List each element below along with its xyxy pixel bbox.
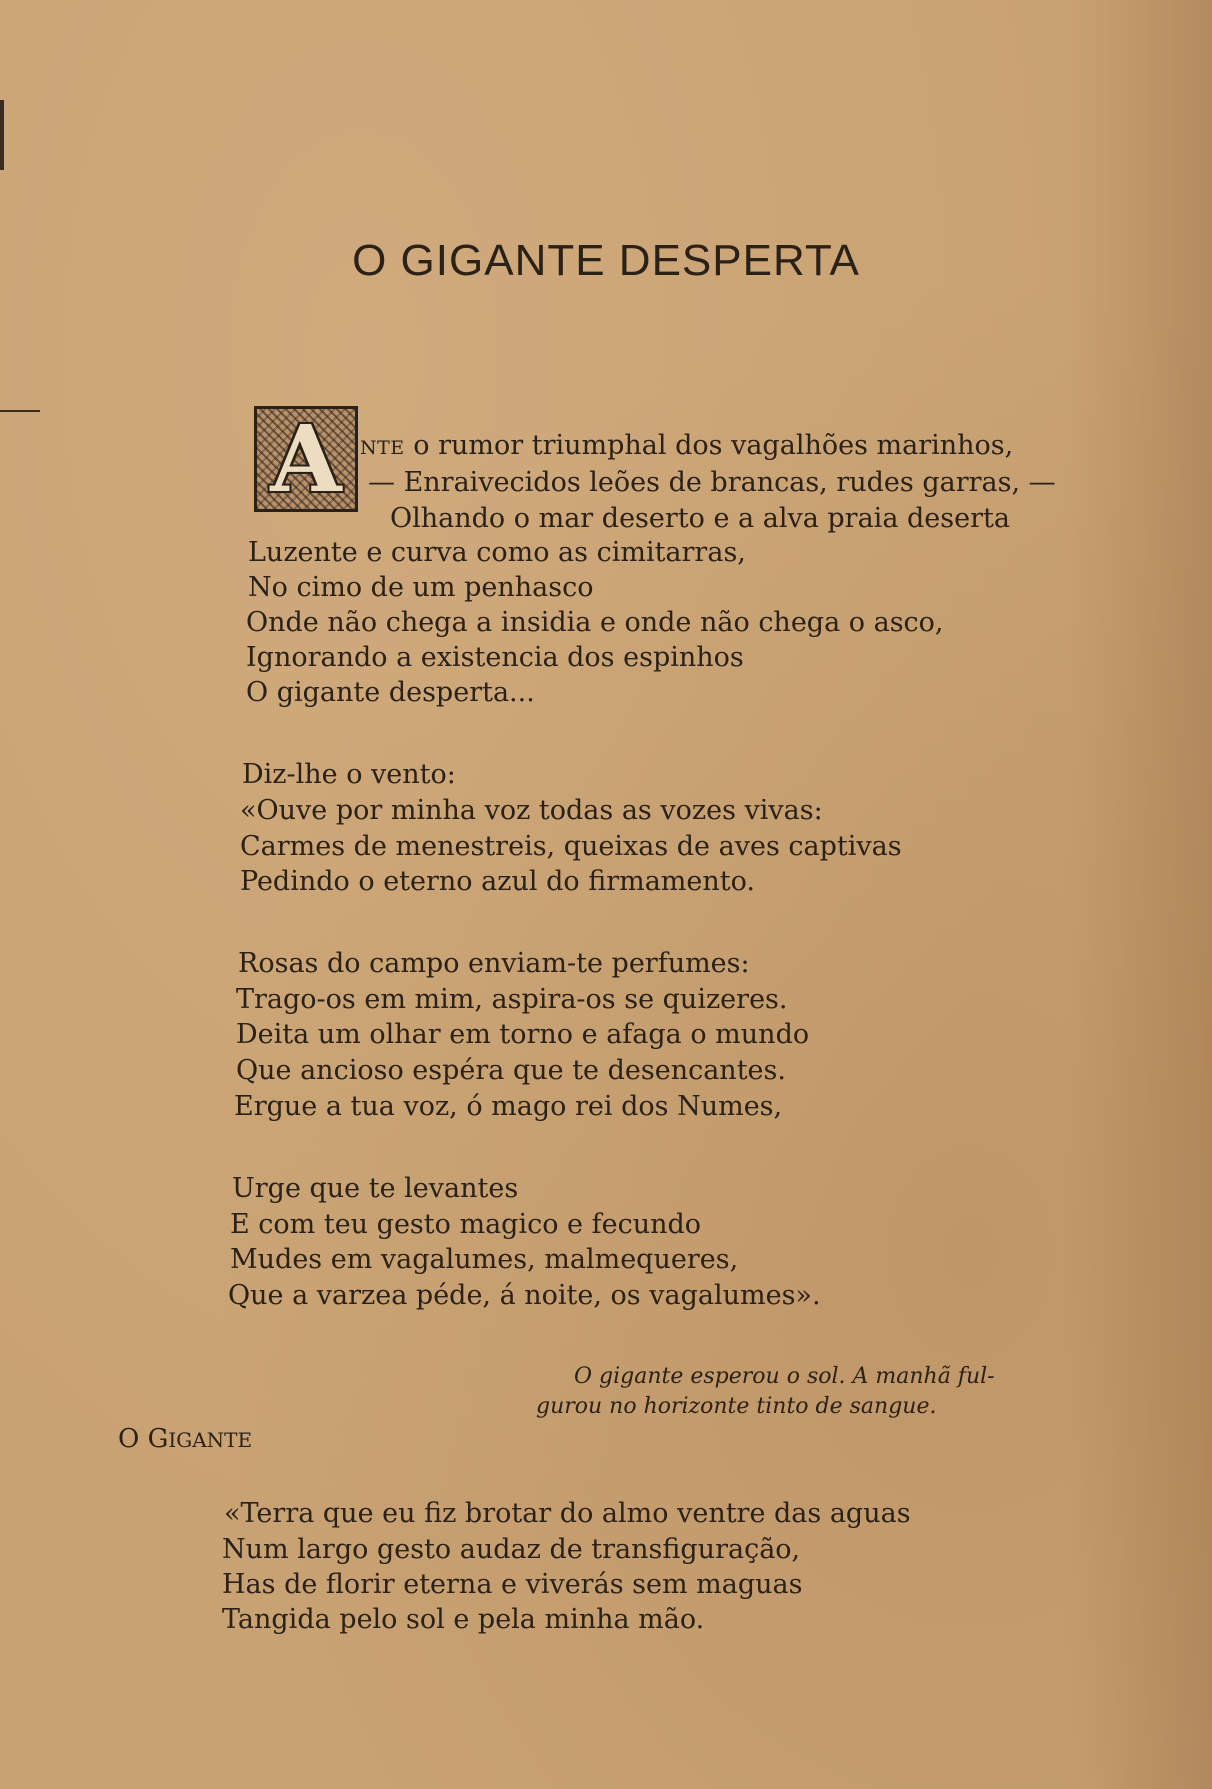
verse-text: o rumor triumphal dos vagalhões marinhos, [404, 430, 1014, 461]
verse-line [360, 432, 1013, 459]
verse-line: Onde não chega a insidia e onde não chega o asco, [246, 607, 944, 638]
verse-line: Tangida pelo sol e pela minha mão. [222, 1604, 705, 1635]
verse-line: «Terra que eu fiz brotar do almo ventre das aguas [224, 1498, 911, 1529]
verse-line: Urge que te levantes [232, 1173, 519, 1204]
verse-line: Luzente e curva como as cimitarras, [248, 537, 746, 568]
verse-line: Ergue a tua voz, ó mago rei dos Numes, [234, 1091, 783, 1122]
stage-direction-line: O gigante esperou o sol. A manhã ful- [574, 1364, 995, 1389]
verse-line: No cimo de um penhasco [248, 572, 594, 603]
verse-line: Num largo gesto audaz de transfiguração, [222, 1534, 801, 1565]
verse-line: Trago-os em mim, aspira-os se quizeres. [236, 984, 788, 1015]
poem-title: O GIGANTE DESPERTA [352, 236, 860, 285]
stage-direction-line: gurou no horizonte tinto de sangue. [536, 1394, 937, 1419]
verse-line: Olhando o mar deserto e a alva praia deserta [390, 503, 1010, 534]
verse-line: Ignorando a existencia dos espinhos [246, 642, 744, 673]
dropcap-letter: A [270, 405, 342, 513]
smallcaps-word: NTE [360, 437, 405, 459]
verse-line: — Enraivecidos leões de brancas, rudes garras, — [368, 467, 1056, 498]
verse-line: Rosas do campo enviam-te perfumes: [238, 948, 750, 979]
verse-line: «Ouve por minha voz todas as vozes vivas: [240, 795, 823, 826]
verse-line: Que a varzea péde, á noite, os vagalumes». [228, 1280, 821, 1311]
page-edge-mark [0, 100, 4, 170]
verse-line: Que ancioso espéra que te desencantes. [236, 1055, 786, 1086]
verse-line: Pedindo o eterno azul do firmamento. [240, 866, 755, 897]
verse-line: Has de florir eterna e viverás sem maguas [222, 1569, 803, 1600]
speaker-smallcaps: IGANTE [168, 1428, 253, 1452]
speaker-name [118, 1424, 252, 1454]
page-edge-mark [0, 410, 40, 412]
verse-line: E com teu gesto magico e fecundo [230, 1209, 702, 1240]
verse-line: Mudes em vagalumes, malmequeres, [230, 1244, 739, 1275]
verse-line: Carmes de menestreis, queixas de aves captivas [240, 831, 902, 862]
ornamental-dropcap-icon [254, 406, 358, 512]
verse-line: Diz-lhe o vento: [242, 759, 456, 790]
verse-line: O gigante desperta... [246, 677, 535, 708]
verse-line: Deita um olhar em torno e afaga o mundo [236, 1019, 810, 1050]
speaker-initial: O G [118, 1424, 169, 1454]
